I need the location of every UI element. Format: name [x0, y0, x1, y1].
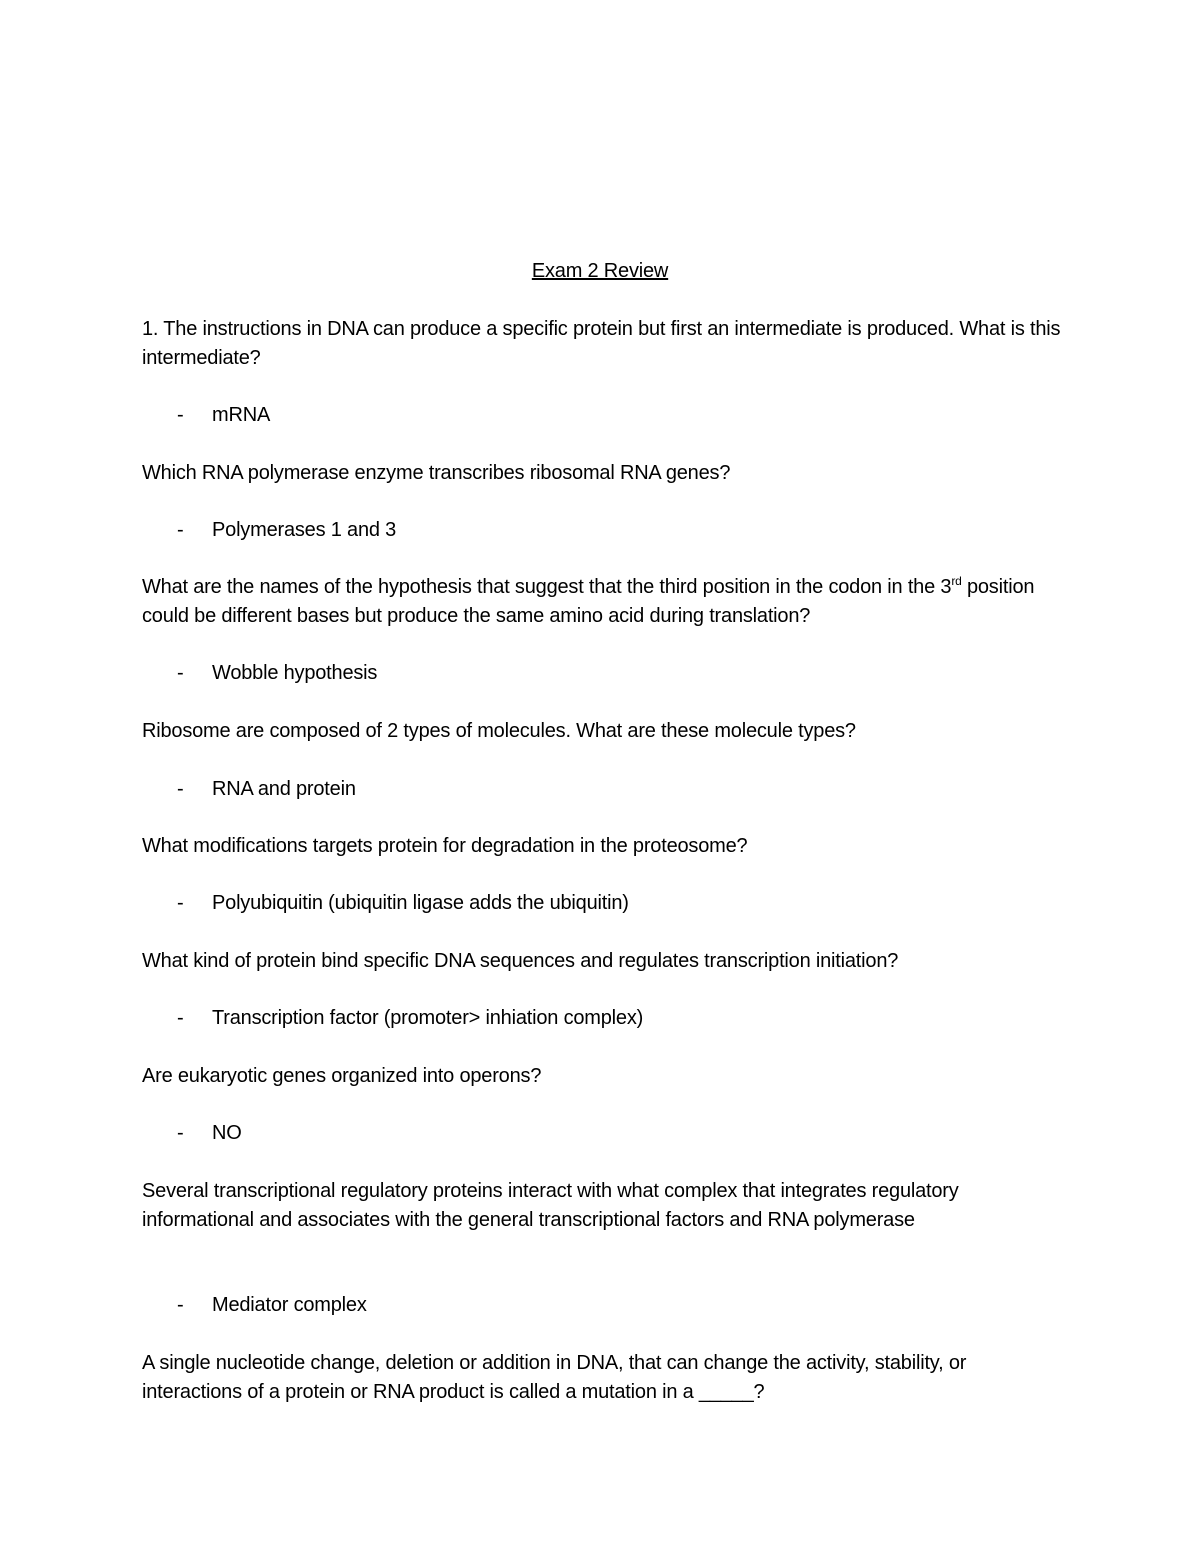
- answer-1: [177, 401, 270, 429]
- answer-6: [177, 1004, 643, 1032]
- question-3-text-a: What are the names of the hypothesis that suggest that the third position in the codon in the 3: [142, 576, 952, 598]
- question-3-text-b: position could be different bases but produce the same amino acid during translation?: [142, 576, 1035, 627]
- answer-text: mRNA: [212, 404, 271, 426]
- answer-dash: -: [177, 892, 184, 914]
- answer-4: [177, 775, 356, 803]
- answer-dash: -: [177, 1007, 184, 1029]
- answer-text: Mediator complex: [212, 1294, 367, 1316]
- question-7: Are eukaryotic genes organized into operons?: [142, 1065, 542, 1087]
- answer-text: RNA and protein: [212, 778, 356, 800]
- answer-text: Polymerases 1 and 3: [212, 519, 397, 541]
- answer-7: [177, 1119, 242, 1147]
- question-4: Ribosome are composed of 2 types of molecules. What are these molecule types?: [142, 720, 856, 742]
- question-1: 1. The instructions in DNA can produce a specific protein but first an intermediate is produced. What is this intermediate?: [142, 318, 1061, 369]
- answer-dash: -: [177, 1122, 184, 1144]
- answer-3: [177, 659, 377, 687]
- answer-dash: -: [177, 1294, 184, 1316]
- answer-text: NO: [212, 1122, 242, 1144]
- question-9: A single nucleotide change, deletion or addition in DNA, that can change the activity, stability, or interactions of a protein or RNA product is called a mutation in a _____?: [142, 1352, 967, 1403]
- answer-text: Wobble hypothesis: [212, 662, 378, 684]
- question-8: Several transcriptional regulatory proteins interact with what complex that integrates regulatory informational and associates with the general transcriptional factors and RNA polymerase: [142, 1180, 959, 1231]
- answer-dash: -: [177, 778, 184, 800]
- question-6: What kind of protein bind specific DNA sequences and regulates transcription initiation?: [142, 950, 899, 972]
- question-3: [142, 573, 1062, 630]
- answer-text: Polyubiquitin (ubiquitin ligase adds the ubiquitin): [212, 892, 629, 914]
- document-title: Exam 2 Review: [531, 260, 669, 282]
- answer-dash: -: [177, 404, 184, 426]
- question-3-superscript: rd: [951, 574, 962, 588]
- question-2: Which RNA polymerase enzyme transcribes ribosomal RNA genes?: [142, 462, 731, 484]
- answer-5: [177, 889, 629, 917]
- answer-text: Transcription factor (promoter> inhiation complex): [212, 1007, 644, 1029]
- question-5: What modifications targets protein for degradation in the proteosome?: [142, 835, 748, 857]
- answer-dash: -: [177, 662, 184, 684]
- answer-dash: -: [177, 519, 184, 541]
- answer-2: [177, 516, 396, 544]
- answer-8: [177, 1291, 367, 1319]
